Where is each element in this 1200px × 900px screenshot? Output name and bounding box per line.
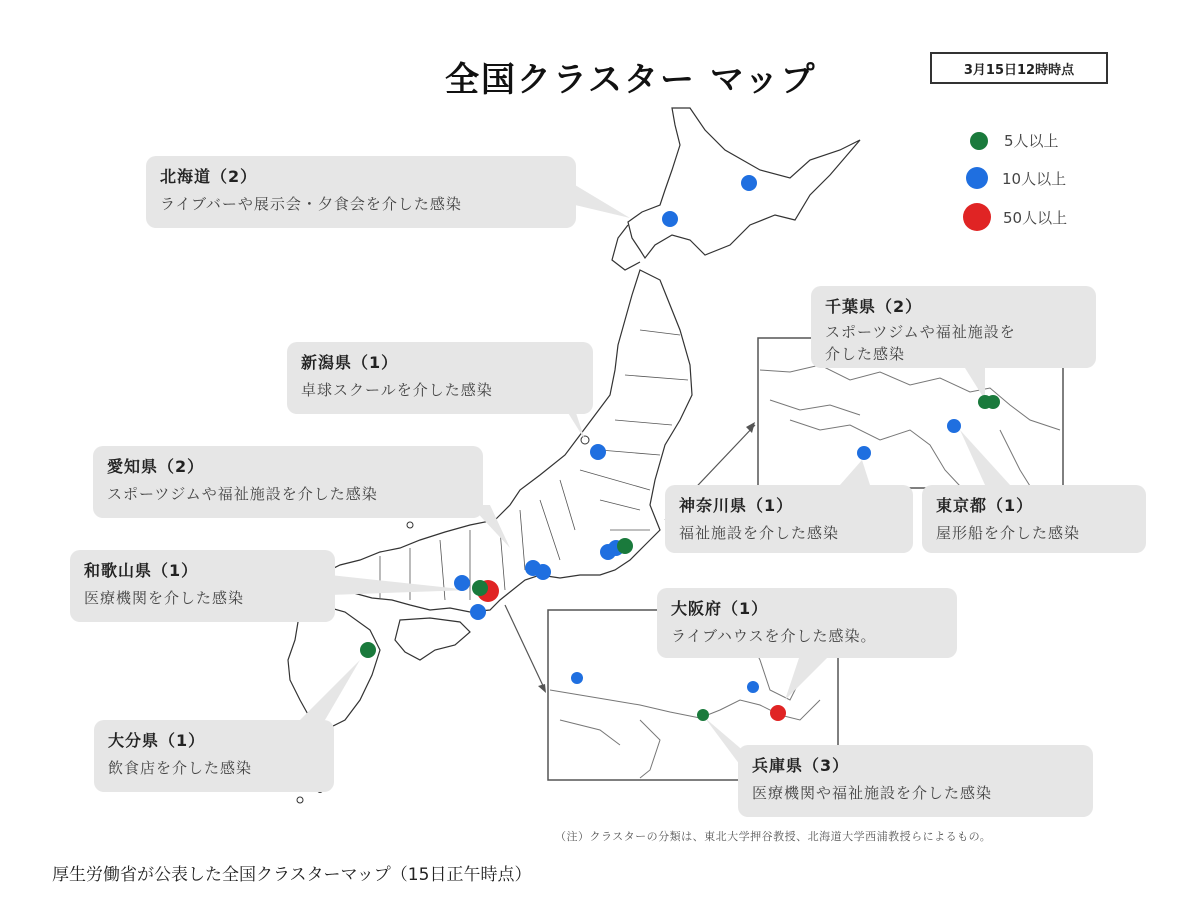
kansai-leader-arrowhead — [538, 684, 546, 693]
callout-desc-line: スポーツジムや福祉施設を — [825, 323, 1016, 341]
shikoku-outline — [395, 618, 470, 660]
legend-dot-green — [970, 132, 988, 150]
callout-desc: 飲食店を介した感染 — [108, 759, 253, 777]
inset-dot-osaka — [770, 705, 786, 721]
callout-name: 兵庫県（3） — [752, 756, 850, 775]
legend-label: 50人以上 — [1003, 208, 1068, 227]
kanto-leader-arrowhead — [746, 422, 755, 433]
callout-osaka — [657, 588, 957, 658]
callout-name: 神奈川県（1） — [679, 496, 794, 515]
cluster-dot-hokkaido-2 — [662, 211, 678, 227]
cluster-dot-kanto-3 — [617, 538, 633, 554]
callout-pointer — [575, 185, 630, 218]
date-label: 3月15日12時時点 — [930, 52, 1108, 84]
map-title: 全国クラスター マップ — [445, 60, 817, 100]
callout-hyogo — [738, 745, 1093, 817]
island — [297, 797, 303, 803]
callout-desc: 卓球スクールを介した感染 — [301, 381, 493, 399]
legend-dot-blue — [966, 167, 988, 189]
callout-name: 東京都（1） — [936, 496, 1034, 515]
kyushu-outline — [288, 605, 380, 730]
callout-wakayama — [70, 550, 335, 622]
island — [407, 522, 413, 528]
callout-name: 千葉県（2） — [825, 297, 923, 316]
kansai-leader-line — [505, 605, 545, 690]
callout-name: 新潟県（1） — [301, 353, 399, 372]
footnote: （注）クラスターの分類は、東北大学押谷教授、北海道大学西浦教授らによるもの。 — [555, 830, 992, 843]
cluster-dot-oita — [360, 642, 376, 658]
callout-desc — [825, 321, 1082, 365]
callout-name: 和歌山県（1） — [84, 561, 199, 580]
callout-desc: 医療機関や福祉施設を介した感染 — [752, 784, 993, 802]
inset-dot-kansai-1 — [571, 672, 583, 684]
callout-desc: ライブバーや展示会・夕食会を介した感染 — [160, 195, 462, 213]
cluster-dot-kansai-4 — [470, 604, 486, 620]
callout-name: 大阪府（1） — [671, 599, 769, 618]
legend-item-50 — [963, 203, 1067, 231]
inset-dot-kansai-2 — [747, 681, 759, 693]
legend-item-10 — [966, 167, 1066, 189]
callout-desc: 福祉施設を介した感染 — [679, 524, 840, 542]
callout-desc: スポーツジムや福祉施設を介した感染 — [107, 485, 378, 503]
cluster-dot-hokkaido-1 — [741, 175, 757, 191]
inset-dot-kansai-3 — [697, 709, 709, 721]
callout-desc: ライブハウスを介した感染。 — [671, 627, 877, 645]
image-caption: 厚生労働省が公表した全国クラスターマップ（15日正午時点） — [52, 865, 532, 885]
cluster-dot-kansai-1 — [454, 575, 470, 591]
cluster-dot-niigata — [590, 444, 606, 460]
callout-name: 北海道（2） — [160, 167, 258, 186]
callout-hokkaido — [146, 156, 576, 228]
callout-desc-line: 介した感染 — [825, 345, 906, 363]
callout-name: 愛知県（2） — [107, 457, 205, 476]
callout-niigata — [287, 342, 593, 414]
cluster-dot-aichi-2 — [535, 564, 551, 580]
cluster-dot-kansai-3 — [472, 580, 488, 596]
inset-dot-kanagawa — [857, 446, 871, 460]
callout-desc: 屋形船を介した感染 — [936, 524, 1081, 542]
inset-dot-chiba-2 — [986, 395, 1000, 409]
callout-desc: 医療機関を介した感染 — [84, 589, 245, 607]
callout-oita — [94, 720, 334, 792]
callout-kanagawa — [665, 485, 913, 553]
legend-item-5 — [970, 130, 1059, 151]
inset-dot-tokyo — [947, 419, 961, 433]
legend-label: 10人以上 — [1002, 169, 1067, 188]
callout-chiba — [811, 286, 1096, 368]
honshu-outline — [320, 270, 692, 612]
legend-dot-red — [963, 203, 991, 231]
callout-tokyo — [922, 485, 1146, 553]
callout-aichi — [93, 446, 483, 518]
legend-label: 5人以上 — [1004, 132, 1059, 150]
callout-name: 大分県（1） — [108, 731, 206, 750]
